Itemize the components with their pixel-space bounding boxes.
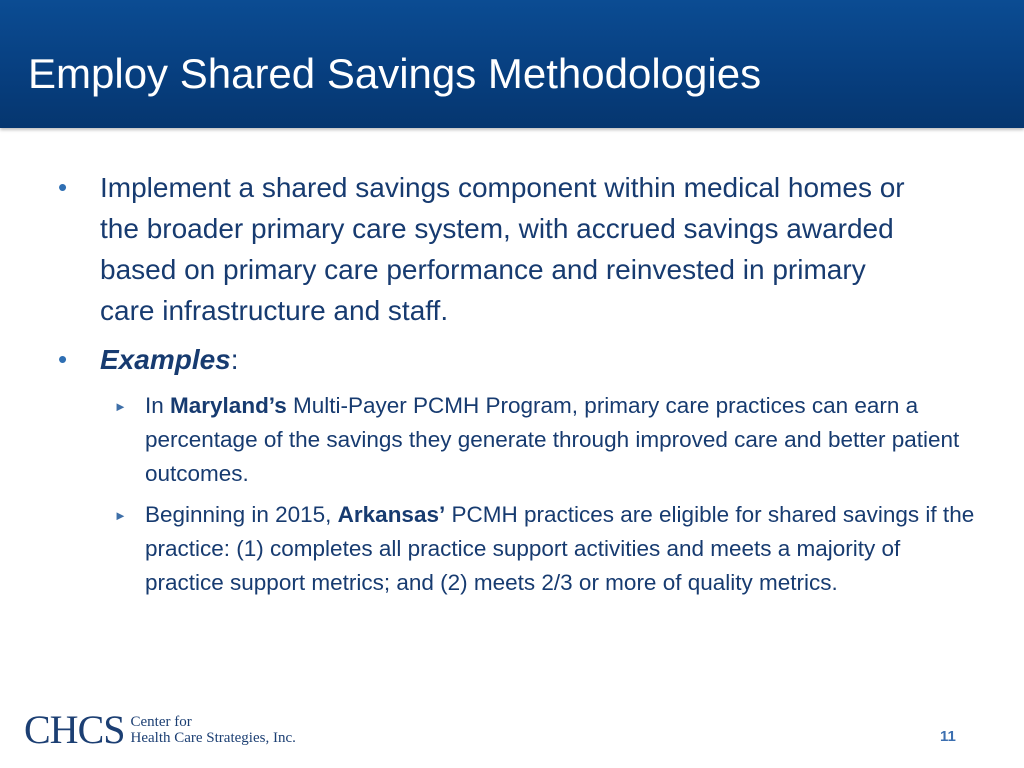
bullet-main: Implement a shared savings component within medical homes or the broader primary care system, with accrued savings awarded based on primary care performance and reinvested in primary care infrastructure and staff. xyxy=(100,172,905,326)
example-arkansas xyxy=(145,498,975,600)
triangle-bullet-icon: ► xyxy=(114,508,127,523)
example-arkansas-text: PCMH practices are eligible for shared savings if the practice: (1) completes all practice support activities and meets a majority of practice support metrics; and (2) meets 2/3 or more of quality metrics. xyxy=(145,502,975,595)
example-arkansas-pre: Beginning in 2015, xyxy=(145,502,338,527)
chcs-logo-mark: CHCS xyxy=(24,707,125,752)
example-maryland xyxy=(145,389,975,491)
bullet-examples xyxy=(100,339,920,380)
example-maryland-text: Multi-Payer PCMH Program, primary care practices can earn a percentage of the savings they generate through improved care and better patient outcomes. xyxy=(145,393,960,486)
triangle-bullet-icon: ► xyxy=(114,399,127,414)
bullet-dot-icon: • xyxy=(58,172,68,202)
examples-label: Examples xyxy=(100,344,231,375)
slide-title: Employ Shared Savings Methodologies xyxy=(28,50,762,97)
chcs-logo-name xyxy=(131,714,296,746)
logo-line-1: Center for xyxy=(130,714,192,730)
example-arkansas-state: Arkansas’ xyxy=(337,502,446,527)
example-maryland-state: Maryland’s xyxy=(170,393,287,418)
logo-line-2: Health Care Strategies, Inc. xyxy=(130,730,296,746)
page-number: 11 xyxy=(940,728,956,745)
examples-colon: : xyxy=(230,344,239,375)
example-maryland-pre: In xyxy=(145,393,171,418)
bullet-dot-icon: • xyxy=(58,344,68,374)
chcs-logo xyxy=(24,707,296,752)
title-bar xyxy=(0,0,1024,128)
